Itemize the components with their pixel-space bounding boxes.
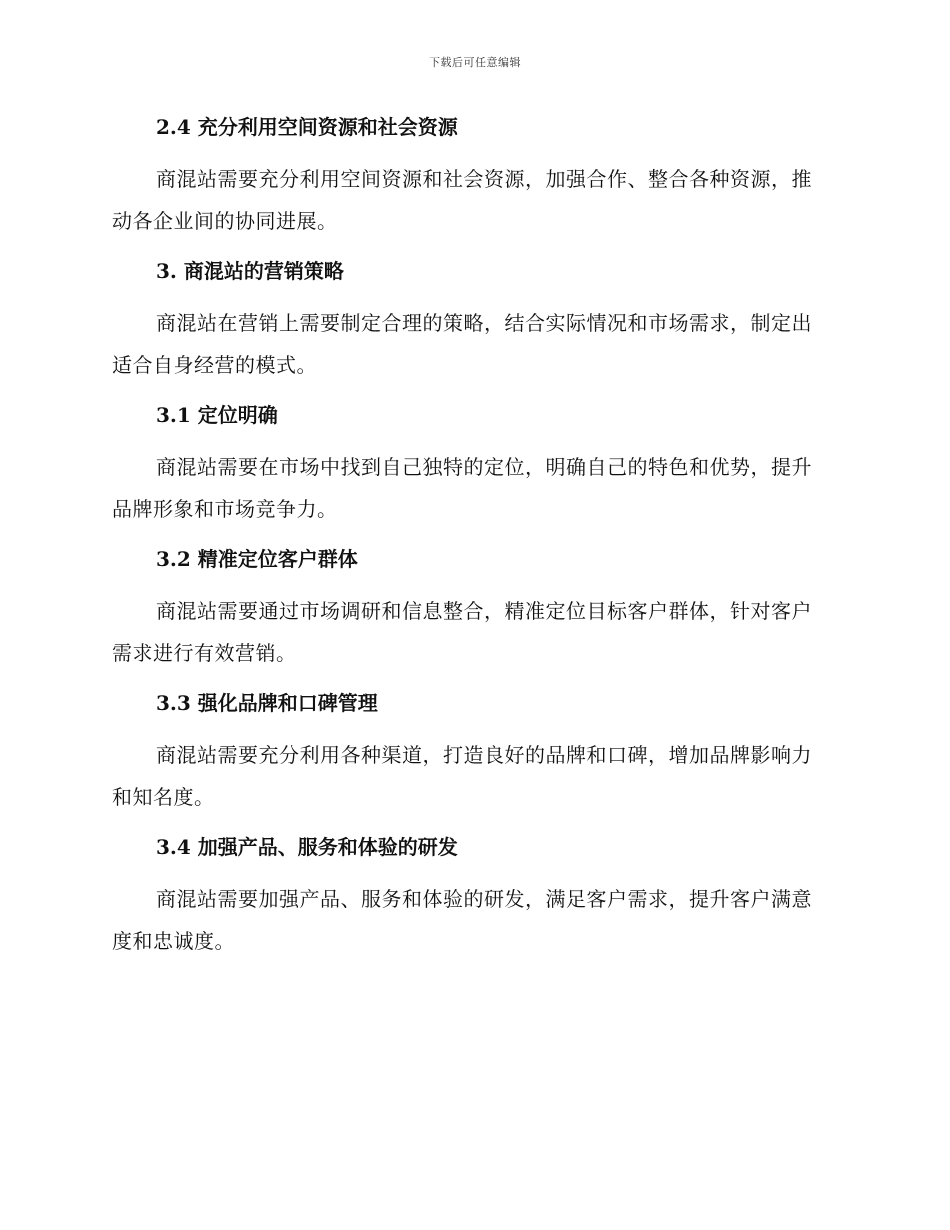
- section-paragraph: 商混站需要加强产品、服务和体验的研发，满足客户需求，提升客户满意度和忠诚度。: [112, 887, 812, 953]
- section-3-3: [112, 686, 832, 818]
- section-heading: 3. 商混站的营销策略: [156, 259, 344, 283]
- section-paragraph: 商混站需要充分利用各种渠道，打造良好的品牌和口碑，增加品牌影响力和知名度。: [112, 743, 812, 809]
- section-3-4: [112, 830, 832, 962]
- section-heading: 3.3 强化品牌和口碑管理: [156, 691, 378, 715]
- section-3: [112, 254, 832, 386]
- page-header: 下载后可任意编辑: [429, 56, 521, 69]
- section-3-2: [112, 542, 832, 674]
- section-3-1: [112, 398, 832, 530]
- section-2-4: [112, 110, 832, 242]
- section-heading: 2.4 充分利用空间资源和社会资源: [156, 115, 458, 139]
- section-paragraph: 商混站在营销上需要制定合理的策略，结合实际情况和市场需求，制定出适合自身经营的模式。: [112, 311, 812, 377]
- section-paragraph: 商混站需要通过市场调研和信息整合，精准定位目标客户群体，针对客户需求进行有效营销。: [112, 599, 812, 665]
- section-heading: 3.4 加强产品、服务和体验的研发: [156, 835, 458, 859]
- document-body: [112, 110, 832, 974]
- section-heading: 3.1 定位明确: [156, 403, 278, 427]
- section-paragraph: 商混站需要在市场中找到自己独特的定位，明确自己的特色和优势，提升品牌形象和市场竞争力。: [112, 455, 812, 521]
- section-heading: 3.2 精准定位客户群体: [156, 547, 358, 571]
- section-paragraph: 商混站需要充分利用空间资源和社会资源，加强合作、整合各种资源，推动各企业间的协同进展。: [112, 167, 812, 233]
